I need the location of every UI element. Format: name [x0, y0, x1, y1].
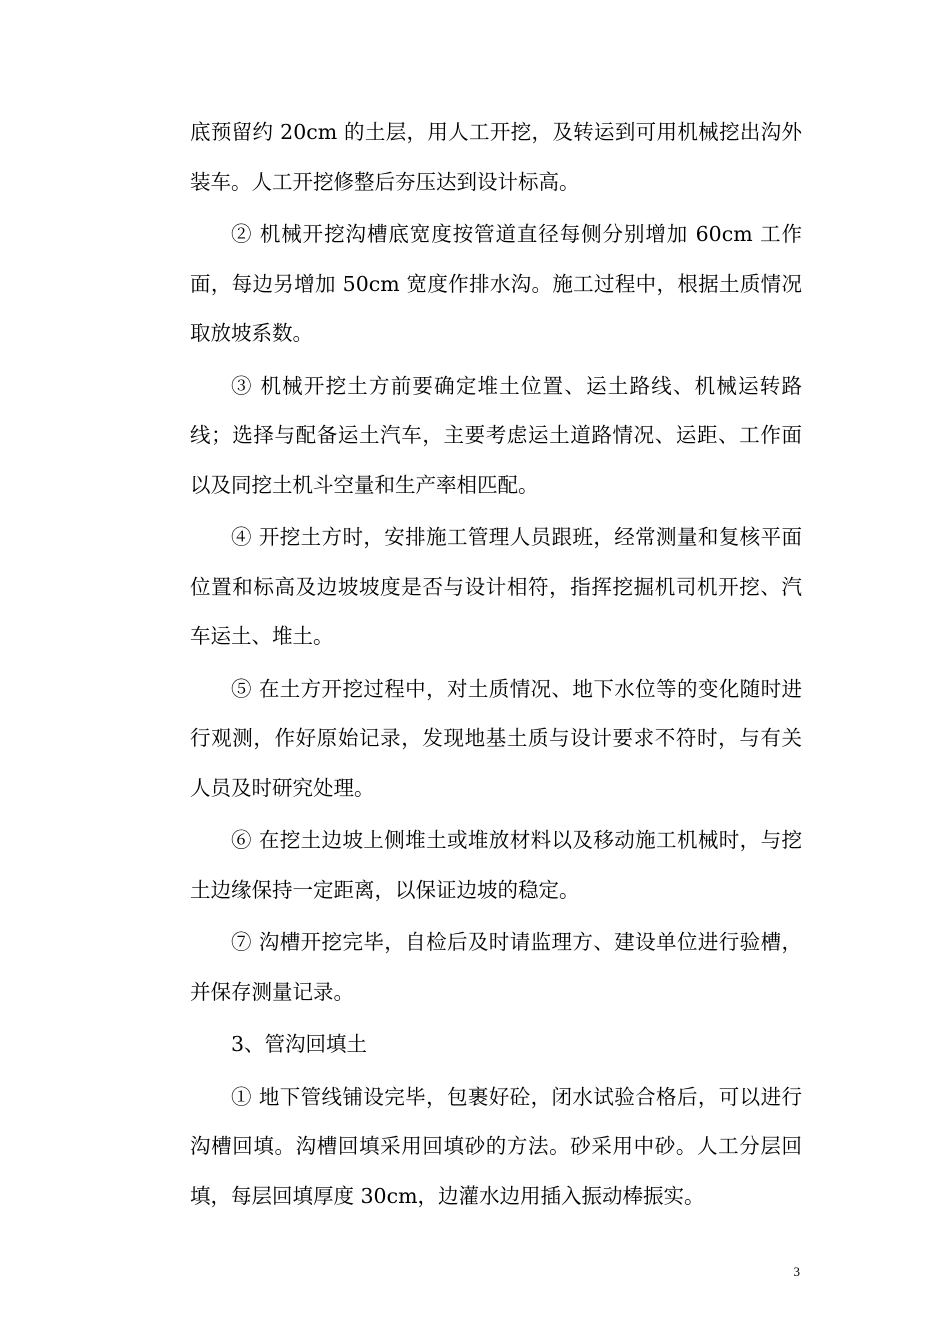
section-heading: 3、管沟回填土 [231, 1032, 368, 1056]
paragraph-item-3: ③ 机械开挖土方前要确定堆土位置、运土路线、机械运转路线；选择与配备运土汽车，主要考虑运土道路情况、运距、工作面以及同挖土机斗空量和生产率相匹配。 [190, 373, 802, 497]
paragraph-item-2: ② 机械开挖沟槽底宽度按管道直径每侧分别增加 60cm 工作面，每边另增加 50cm 宽度作排水沟。施工过程中，根据土质情况取放坡系数。 [190, 222, 802, 345]
paragraph-continuation: 底预留约 20cm 的土层，用人工开挖，及转运到可用机械挖出沟外装车。人工开挖修整后夯压达到设计标高。 [190, 120, 802, 194]
document-body [190, 108, 802, 1224]
paragraph-item-6: ⑥ 在挖土边坡上侧堆土或堆放材料以及移动施工机械时，与挖土边缘保持一定距离，以保证边坡的稳定。 [190, 828, 802, 902]
paragraph-item-1-backfill: ① 地下管线铺设完毕，包裹好砼，闭水试验合格后，可以进行沟槽回填。沟槽回填采用回填砂的方法。砂采用中砂。人工分层回填，每层回填厚度 30cm，边灌水边用插入振动棒振实。 [190, 1084, 802, 1208]
paragraph-item-5: ⑤ 在土方开挖过程中，对土质情况、地下水位等的变化随时进行观测，作好原始记录，发现地基土质与设计要求不符时，与有关人员及时研究处理。 [190, 676, 802, 800]
paragraph-item-7: ⑦ 沟槽开挖完毕，自检后及时请监理方、建设单位进行验槽，并保存测量记录。 [190, 930, 802, 1004]
paragraph-item-4: ④ 开挖土方时，安排施工管理人员跟班，经常测量和复核平面位置和标高及边坡坡度是否与设计相符，指挥挖掘机司机开挖、汽车运土、堆土。 [190, 525, 802, 648]
page-number: 3 [793, 1264, 800, 1279]
